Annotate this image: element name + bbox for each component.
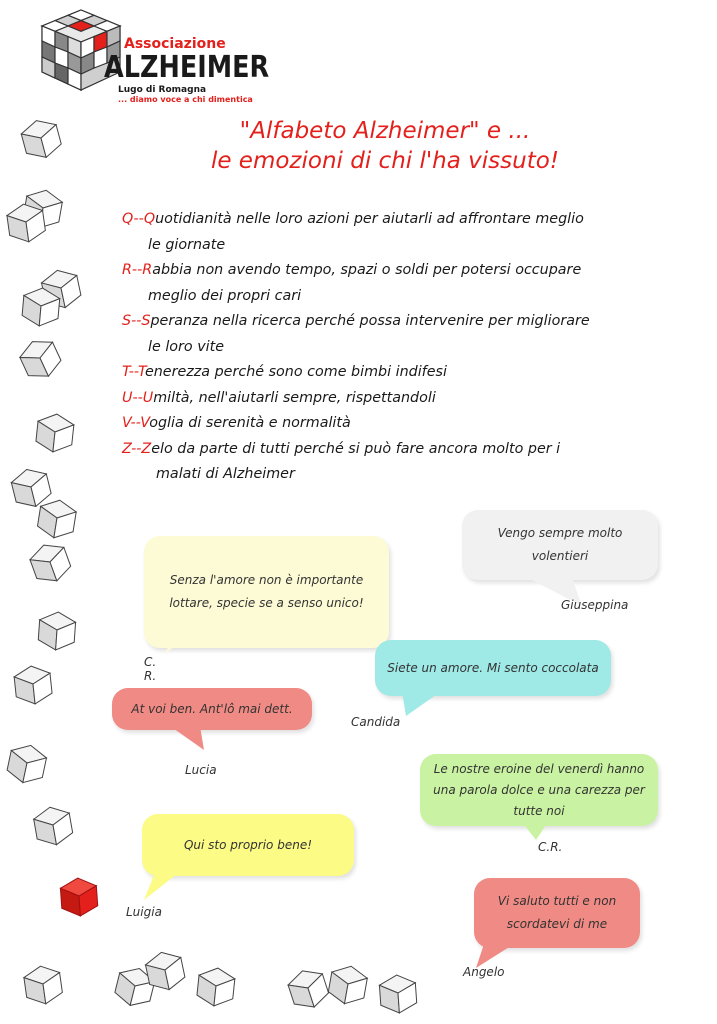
entry-letter: Z--Z (122, 440, 152, 457)
logo-alzheimer-text: ALZHEIMER (104, 50, 270, 85)
entry-letter: U--U (122, 389, 154, 406)
alphabet-entry-u (122, 386, 642, 412)
alphabet-list (122, 207, 642, 488)
cube-icon (9, 465, 53, 511)
quote-text: Qui sto proprio bene! (142, 814, 354, 876)
entry-continuation: meglio dei propri cari (148, 287, 302, 304)
quote-author: Giuseppina (561, 598, 629, 612)
quote-author: Candida (351, 715, 401, 729)
cube-icon (16, 334, 65, 384)
quote-text: At voi ben. Ant'lô mai dett. (112, 688, 312, 730)
cube-icon (21, 286, 60, 327)
quote-author: Lucia (185, 763, 217, 777)
logo-tagline: ... diamo voce a chi dimentica (118, 95, 253, 104)
cube-icon (144, 949, 187, 994)
cube-icon (113, 964, 157, 1010)
entry-letter: R--R (122, 262, 153, 278)
quote-text: Siete un amore. Mi sento coccolata (375, 640, 611, 696)
entry-text: miltà, nell'aiutarli sempre, rispettandoli (153, 389, 436, 406)
cube-icon (5, 742, 48, 787)
quote-author: C. R. (144, 655, 157, 683)
entry-text: enerezza perché sono come bimbi indifesi (144, 364, 447, 380)
cube-icon (27, 539, 74, 587)
bubble-tail (140, 870, 186, 904)
alphabet-entry-q (122, 207, 642, 258)
cube-icon (196, 966, 236, 1008)
cube-icon (13, 664, 53, 706)
bubble-tail (170, 726, 214, 754)
cube-icon (379, 974, 418, 1014)
quote-text: Senza l'amore non è importante lottare, specie se a senso unico! (144, 536, 389, 648)
entry-text: abbia non avendo tempo, spazi o soldi per potersi occupare (152, 262, 582, 278)
cube-icon (35, 412, 75, 454)
red-cube-icon (60, 877, 99, 917)
logo-location-text: Lugo di Romagna (118, 85, 207, 95)
alphabet-entry-t (122, 360, 642, 386)
entry-text: uotidianità nelle loro azioni per aiutarli ad affrontare meglio (155, 211, 584, 227)
cube-icon (327, 963, 369, 1007)
entry-continuation: malati di Alzheimer (156, 466, 295, 482)
alphabet-entry-z (122, 437, 642, 488)
entry-letter: Q--Q (122, 211, 156, 227)
cube-icon (285, 965, 331, 1012)
quote-text: Vi saluto tutti e non scordatevi di me (474, 878, 640, 948)
page-title-line2: le emozioni di chi l'ha vissuto! (210, 148, 560, 174)
quote-text: Vengo sempre molto volentieri (462, 510, 658, 580)
quote-author: Angelo (463, 965, 505, 979)
quote-author: Luigia (126, 905, 162, 919)
entry-letter: T--T (122, 364, 145, 380)
bubble-tail (158, 618, 218, 658)
entry-letter: V--V (122, 415, 150, 431)
quote-author: C.R. (538, 840, 563, 854)
cube-icon (32, 804, 74, 848)
alphabet-entry-v (122, 411, 642, 437)
cube-icon (36, 497, 78, 540)
alphabet-entry-s (122, 309, 642, 360)
quote-text: Le nostre eroine del venerdì hanno una parola dolce e una carezza per tutte noi (420, 754, 658, 826)
entry-letter: S--S (122, 313, 151, 329)
page-title-line1: "Alfabeto Alzheimer" e ... (239, 118, 531, 144)
alphabet-entry-r (122, 258, 642, 309)
entry-continuation: le loro vite (148, 338, 225, 355)
entry-text: oglia di serenità e normalità (149, 415, 351, 431)
cube-icon (40, 267, 83, 312)
entry-text: peranza nella ricerca perché possa intervenire per migliorare (150, 313, 590, 329)
cube-icon (22, 187, 64, 231)
entry-text: elo da parte di tutti perché si può fare ancora molto per i (151, 440, 561, 457)
logo-association-text: Associazione (124, 36, 226, 52)
cube-icon (38, 611, 77, 651)
cube-icon (19, 116, 64, 162)
cube-icon (6, 202, 47, 245)
cube-icon (23, 964, 64, 1007)
bubble-tail (398, 692, 448, 720)
entry-continuation: le giornate (148, 236, 226, 253)
